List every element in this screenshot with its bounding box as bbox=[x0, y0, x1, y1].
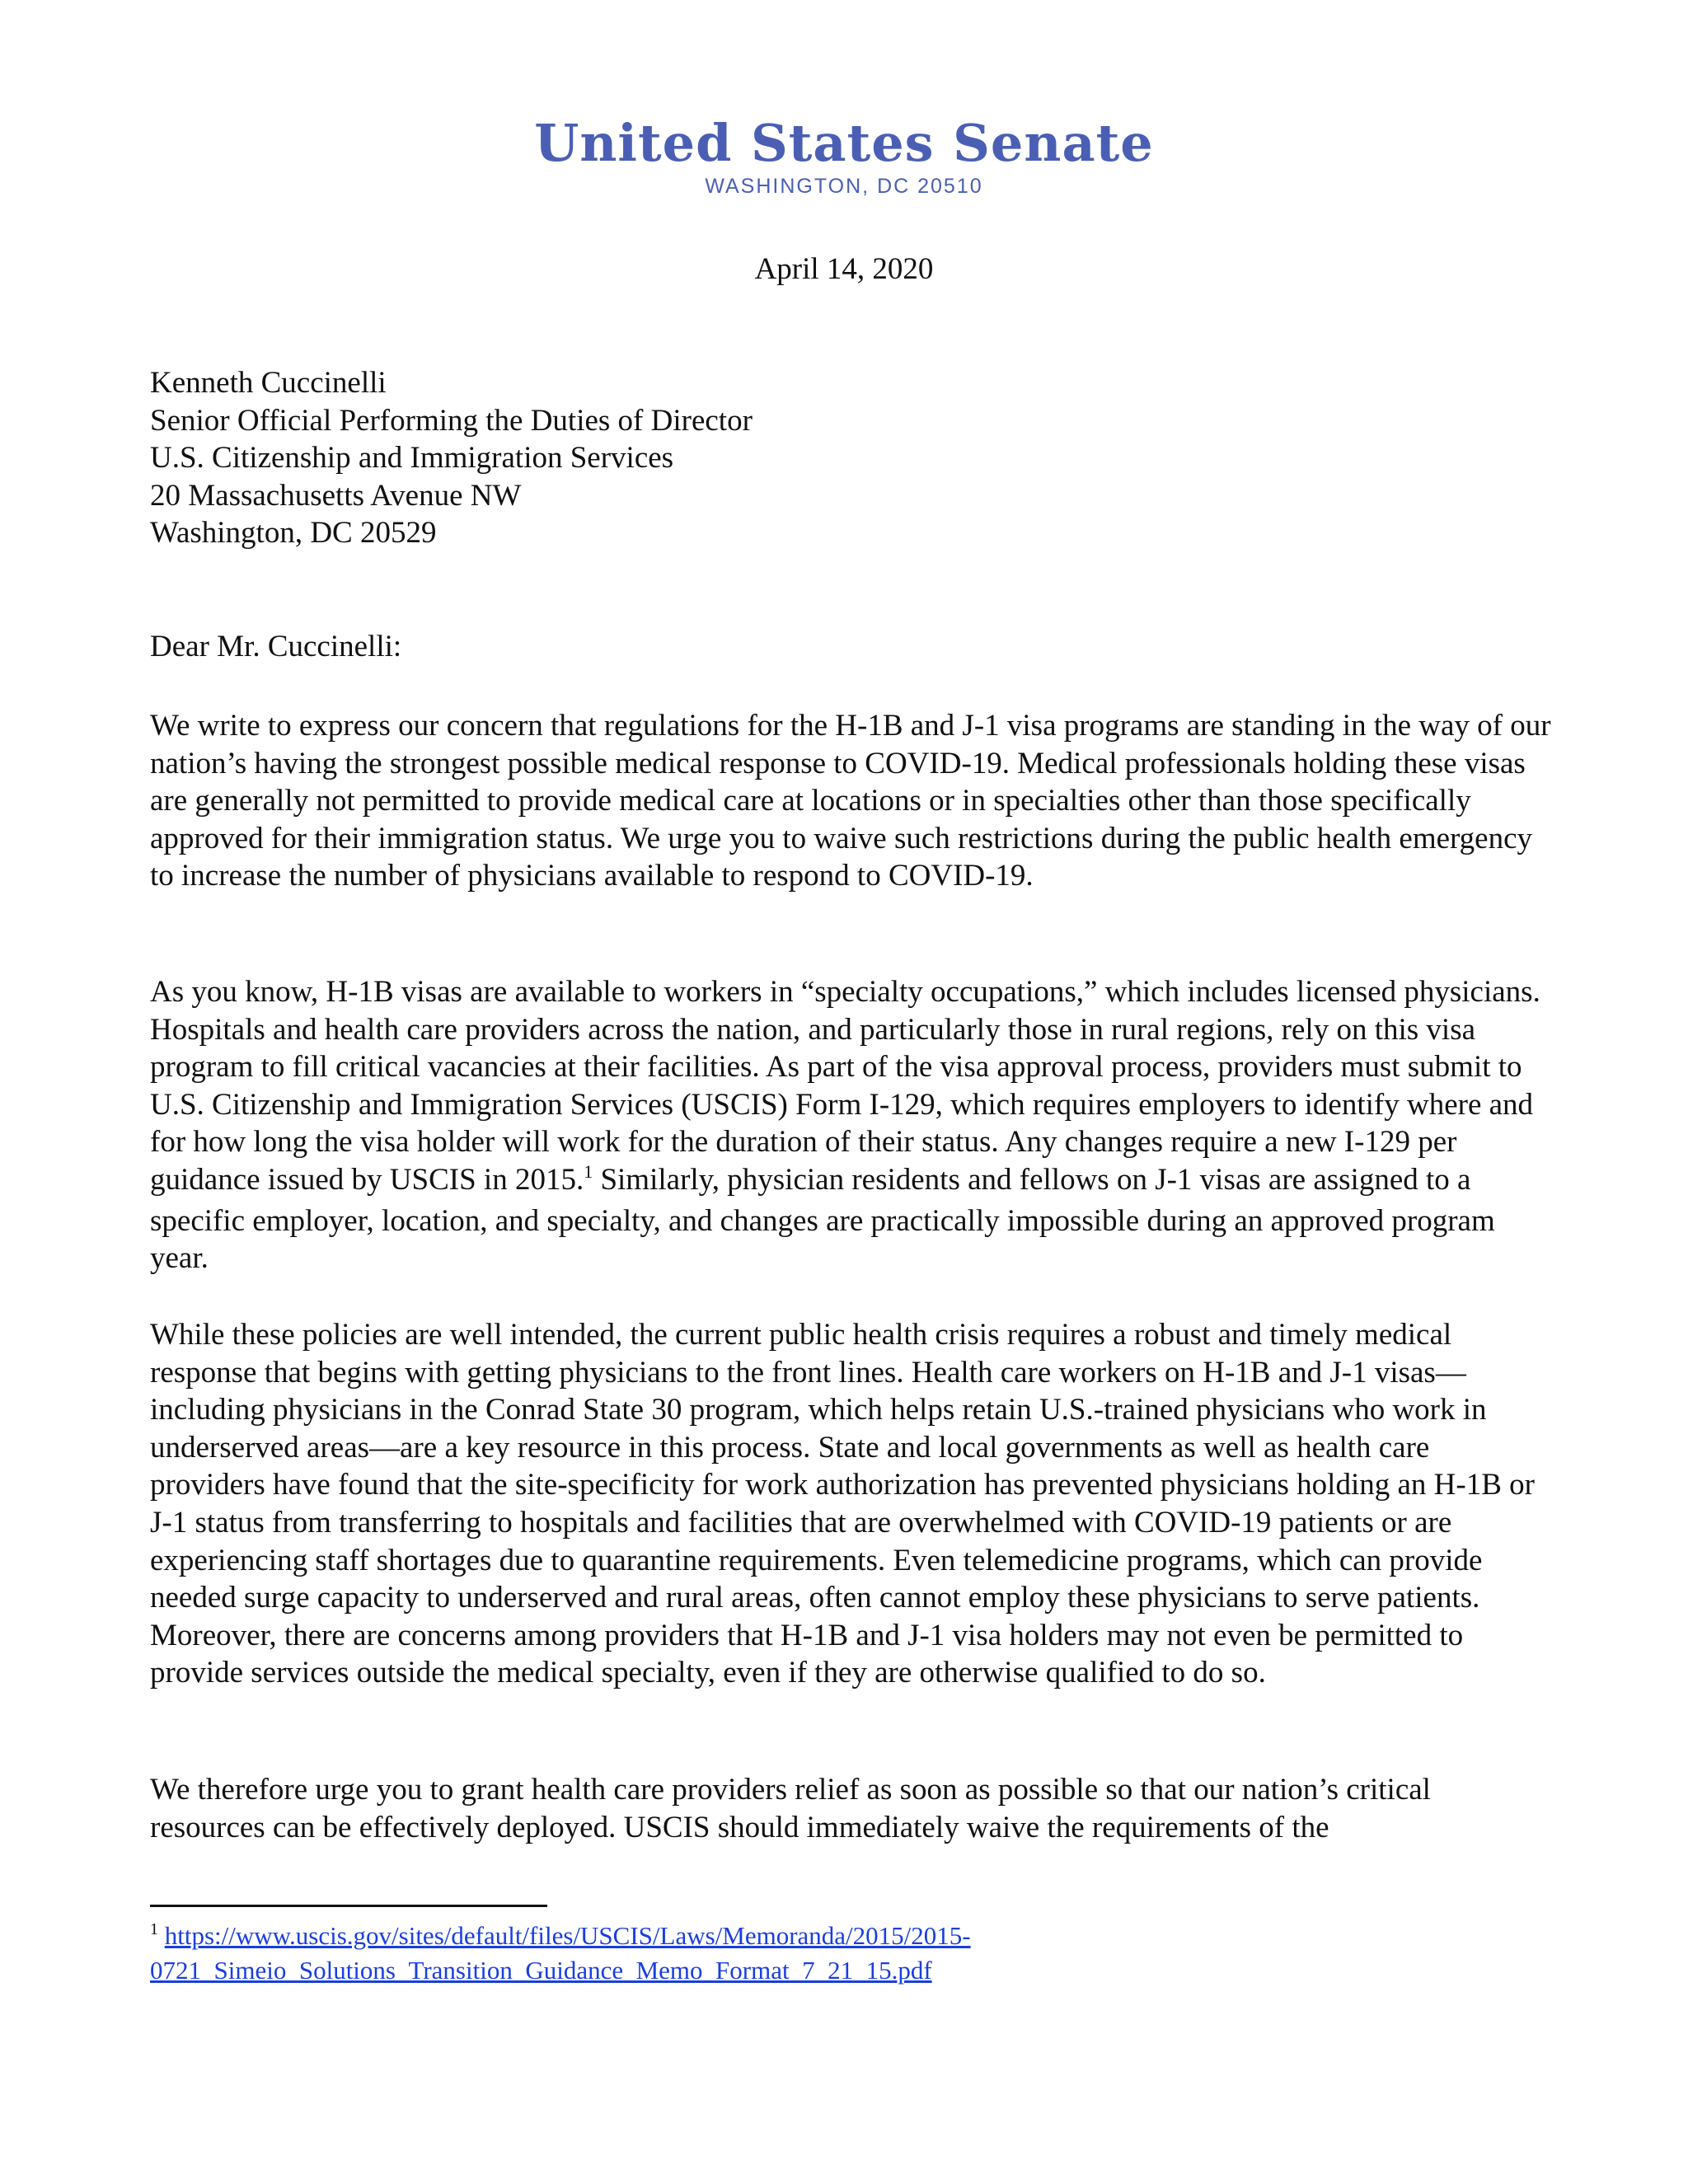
recipient-agency: U.S. Citizenship and Immigration Services bbox=[150, 441, 674, 476]
body-paragraph-1: We write to express our concern that regulations for the H-1B and J-1 visa programs are standing in the way of our nation’s having the strongest possible medical response to COVID-19. Medical professionals holding these visas are generally not permitted to provide medical care at locations or in specialties other than those specifically approved for their immigration status. We urge you to waive such restrictions during the public health emergency to increase the number of physicians available to respond to COVID-19. bbox=[150, 709, 1551, 893]
footnote-link-line-2: 0721_Simeio_Solutions_Transition_Guidance_Memo_Format_7_21_15.pdf bbox=[150, 1956, 932, 1985]
letterhead-location: WASHINGTON, DC 20510 bbox=[705, 175, 983, 199]
letterhead bbox=[0, 115, 1688, 199]
body-paragraph-4: We therefore urge you to grant health care providers relief as soon as possible so that our nation’s critical resources can be effectively deployed. USCIS should immediately waive the requirements of the bbox=[150, 1773, 1431, 1844]
body-paragraph-3: While these policies are well intended, the current public health crisis requires a robust and timely medical response that begins with getting physicians to the front lines. Health care workers on H-1B and J-1 visas—including physicians in the Conrad State 30 program, which helps retain U.S.-trained physicians who work in underserved areas—are a key resource in this process. State and local governments as well as health care providers have found that the site-specificity for work authorization has prevented physicians holding an H-1B or J-1 status from transferring to hospitals and facilities that are overwhelmed with COVID-19 patients or are experiencing staff shortages due to quarantine requirements. Even telemedicine programs, which can provide needed surge capacity to underserved and rural areas, often cannot employ these physicians to serve patients. Moreover, there are concerns among providers that H-1B and J-1 visa holders may not even be permitted to provide services outside the medical specialty, even if they are otherwise qualified to do so. bbox=[150, 1318, 1535, 1690]
footnote-divider bbox=[150, 1905, 547, 1907]
paragraph-2-text-a: As you know, H-1B visas are available to workers in “specialty occupations,” which includes licensed physicians. Hospitals and health care providers across the nation, and particularly those in rural regions, rely on this visa program to fill critical vacancies at their facilities. As part of the visa approval process, providers must submit to U.S. Citizenship and Immigration Services (USCIS) Form I-129, which requires employers to identify where and for how long the visa holder will work for the duration of their status. Any changes require a new I-129 per guidance issued by USCIS in 2015. bbox=[150, 975, 1540, 1197]
recipient-street: 20 Massachusetts Avenue NW bbox=[150, 478, 522, 513]
letter-date: April 14, 2020 bbox=[754, 252, 934, 286]
footnote bbox=[150, 1920, 1304, 1986]
salutation: Dear Mr. Cuccinelli: bbox=[150, 630, 402, 663]
recipient-address bbox=[150, 364, 1551, 552]
recipient-name: Kenneth Cuccinelli bbox=[150, 366, 387, 400]
recipient-city: Washington, DC 20529 bbox=[150, 516, 437, 551]
footnote-link-line-1: https://www.uscis.gov/sites/default/files/USCIS/Laws/Memoranda/2015/2015- bbox=[164, 1921, 971, 1950]
recipient-title: Senior Official Performing the Duties of Director bbox=[150, 403, 753, 438]
footnote-link[interactable] bbox=[150, 1921, 971, 1985]
body-paragraph-2 bbox=[150, 973, 1551, 1277]
footnote-reference[interactable]: 1 bbox=[584, 1160, 593, 1182]
letterhead-title: United States Senate bbox=[534, 113, 1154, 173]
footnote-number: 1 bbox=[150, 1920, 158, 1938]
paragraph-2-text-b: Similarly, physician residents and fellows on J-1 visas are assigned to a specific employer, location, and specialty, and changes are practically impossible during an approved program year. bbox=[150, 1162, 1495, 1276]
